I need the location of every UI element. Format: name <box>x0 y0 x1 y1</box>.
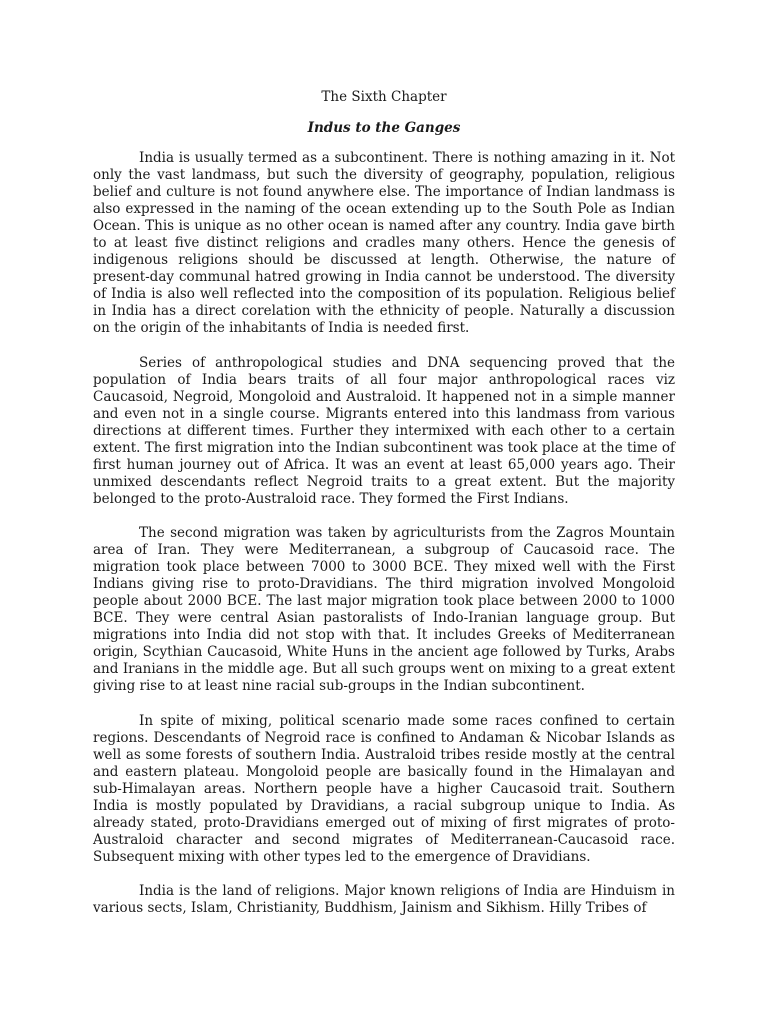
body-text <box>93 150 675 934</box>
paragraph: India is usually termed as a subcontinent. There is nothing amazing in it. Not only the vast landmass, but such the diversity of geography, population, religious belief and culture is not found anywhere else. The importance of Indian landmass is also expressed in the naming of the ocean extending up to the South Pole as Indian Ocean. This is unique as no other ocean is named after any country. India gave birth to at least five distinct religions and cradles many others. Hence the genesis of indigenous religions should be discussed at length. Otherwise, the nature of present-day communal hatred growing in India cannot be understood. The diversity of India is also well reflected into the composition of its population. Religious belief in India has a direct corelation with the ethnicity of people. Naturally a discussion on the origin of the inhabitants of India is needed first. <box>93 150 675 337</box>
paragraph: In spite of mixing, political scenario made some races confined to certain regions. Descendants of Negroid race is confined to Andaman & Nicobar Islands as well as some forests of southern India. Australoid tribes reside mostly at the central and eastern plateau. Mongoloid people are basically found in the Himalayan and sub-Himalayan areas. Northern people have a higher Caucasoid trait. Southern India is mostly populated by Dravidians, a racial subgroup unique to India. As already stated, proto-Dravidians emerged out of mixing of first migrates of proto-Australoid character and second migrates of Mediterranean-Caucasoid race. Subsequent mixing with other types led to the emergence of Dravidians. <box>93 712 675 865</box>
paragraph: India is the land of religions. Major known religions of India are Hinduism in various sects, Islam, Christianity, Buddhism, Jainism and Sikhism. Hilly Tribes of <box>93 883 675 917</box>
chapter-title: Indus to the Ganges <box>307 120 461 136</box>
paragraph: Series of anthropological studies and DNA sequencing proved that the population of India bears traits of all four major anthropological races viz Caucasoid, Negroid, Mongoloid and Australoid. It happened not in a simple manner and even not in a single course. Migrants entered into this landmass from various directions at different times. Further they intermixed with each other to a certain extent. The first migration into the Indian subcontinent was took place at the time of first human journey out of Africa. It was an event at least 65,000 years ago. Their unmixed descendants reflect Negroid traits to a great extent. But the majority belonged to the proto-Australoid race. They formed the First Indians. <box>93 354 675 507</box>
paragraph: The second migration was taken by agriculturists from the Zagros Mountain area of Iran. They were Mediterranean, a subgroup of Caucasoid race. The migration took place between 7000 to 3000 BCE. They mixed well with the First Indians giving rise to proto-Dravidians. The third migration involved Mongoloid people about 2000 BCE. The last major migration took place between 2000 to 1000 BCE. They were central Asian pastoralists of Indo-Iranian language group. But migrations into India did not stop with that. It includes Greeks of Mediterranean origin, Scythian Caucasoid, White Huns in the ancient age followed by Turks, Arabs and Iranians in the middle age. But all such groups went on mixing to a great extent giving rise to at least nine racial sub-groups in the Indian subcontinent. <box>93 525 675 695</box>
chapter-heading: The Sixth Chapter <box>321 89 447 105</box>
